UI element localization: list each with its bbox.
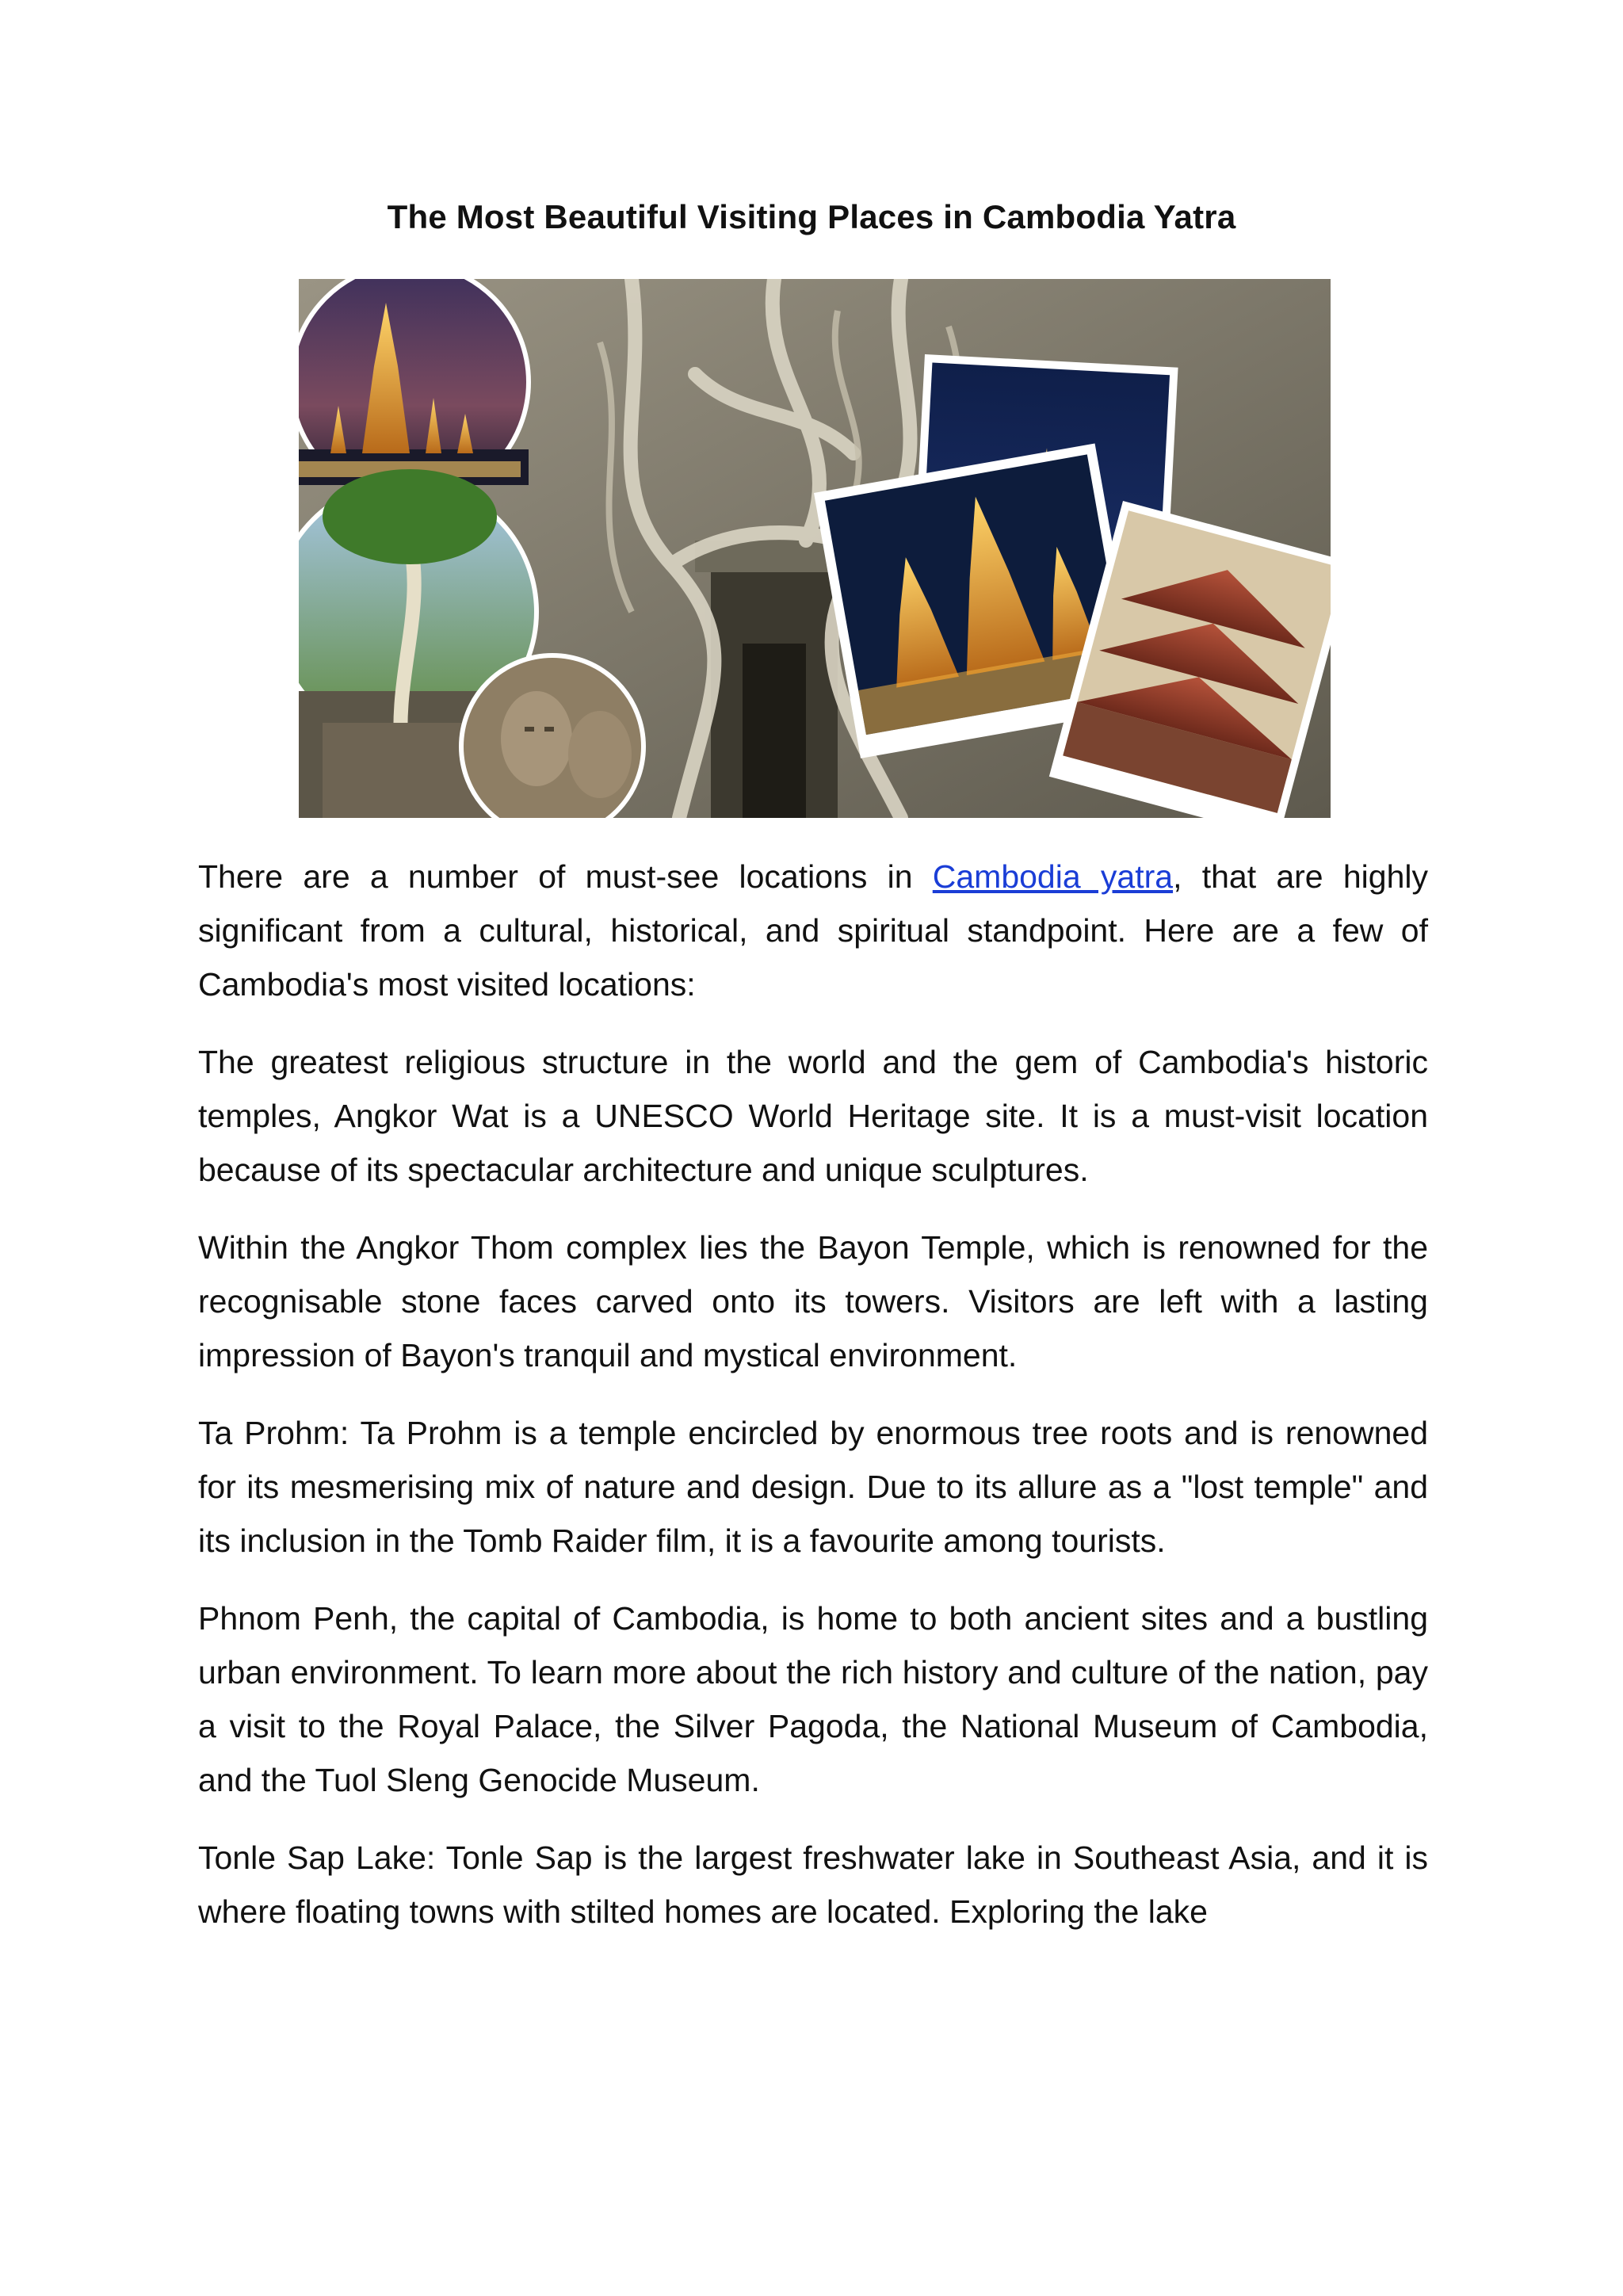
paragraph-phnom-penh: Phnom Penh, the capital of Cambodia, is home to both ancient sites and a bustling urban environment. To learn more about the rich history and culture of the nation, pay a visit to the Royal Palace, the Silver Pagoda, the National Museum of Cambodia, and the Tuol Sleng Genocide Museum.	[198, 1600, 1428, 1798]
collage-graphic	[299, 279, 1331, 818]
paragraph-ta-prohm: Ta Prohm: Ta Prohm is a temple encircled by enormous tree roots and is renowned for its mesmerising mix of nature and design. Due to its allure as a "lost temple" and its inclusion in the Tomb Raider film, it is a favourite among tourists.	[198, 1415, 1428, 1559]
article-body	[198, 850, 1428, 1962]
paragraph-angkor-wat: The greatest religious structure in the world and the gem of Cambodia's historic temples, Angkor Wat is a UNESCO World Heritage site. It is a must-visit location because of its spectacular architecture and unique sculptures.	[198, 1044, 1428, 1188]
paragraph-intro	[198, 850, 1428, 1011]
cambodia-yatra-link[interactable]: Cambodia yatra	[932, 858, 1174, 895]
paragraph-tonle-sap: Tonle Sap Lake: Tonle Sap is the largest freshwater lake in Southeast Asia, and it is where floating towns with stilted homes are located. Exploring the lake	[198, 1839, 1428, 1930]
cambodia-temples-collage-image	[299, 279, 1331, 818]
page-title: The Most Beautiful Visiting Places in Cambodia Yatra	[387, 198, 1236, 235]
intro-text-after: , that are highly significant from a cultural, historical, and spiritual standpoint. Here are a few of Cambodia's most visited locations:	[198, 858, 1428, 1003]
intro-text-before: There are a number of must-see locations in	[198, 858, 933, 895]
paragraph-bayon-temple: Within the Angkor Thom complex lies the Bayon Temple, which is renowned for the recognisable stone faces carved onto its towers. Visitors are left with a lasting impression of Bayon's tranquil and mystical environment.	[198, 1229, 1428, 1373]
